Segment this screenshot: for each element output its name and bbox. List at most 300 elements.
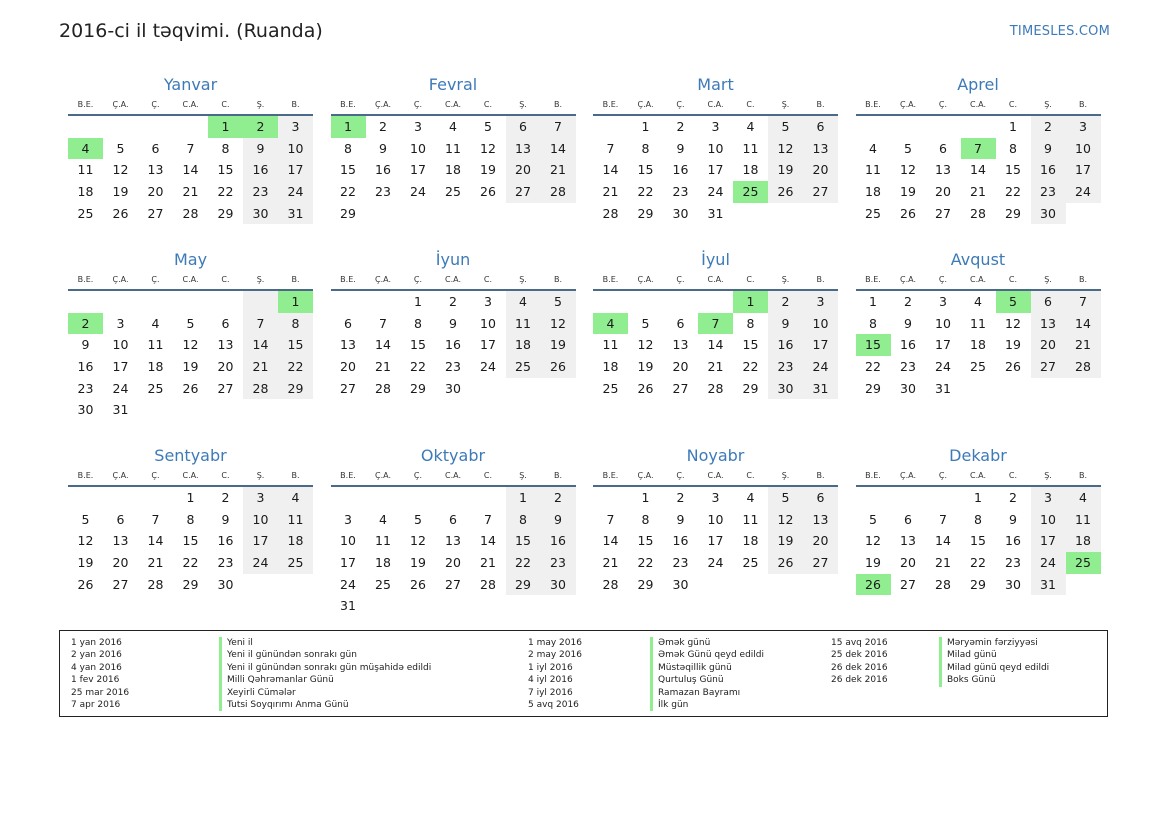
empty-day — [173, 291, 208, 313]
day-cell: 5 — [541, 291, 576, 313]
day-cell: 25 — [445, 184, 461, 200]
holiday-name: Milad günü — [939, 649, 997, 661]
weekday-label: C. — [221, 100, 230, 109]
weekday-label: Ç.A. — [112, 471, 129, 480]
day-cell: 2 — [449, 294, 457, 309]
day-cell: 21 — [243, 356, 278, 378]
day-cell: 30 — [1031, 203, 1066, 225]
day-cell: 23 — [1005, 555, 1021, 571]
day-cell: 2 — [541, 487, 576, 509]
holiday-date: 7 iyl 2016 — [528, 687, 573, 698]
day-cell: 8 — [278, 313, 313, 335]
day-cell: 19 — [410, 555, 426, 571]
day-cell: 4 — [278, 487, 313, 509]
weekday-header — [593, 467, 838, 487]
day-cell: 1 — [208, 116, 243, 138]
day-cell: 15 — [278, 334, 313, 356]
day-cell: 11 — [77, 162, 94, 178]
weekday-label: Ş. — [1044, 100, 1052, 109]
day-cell: 3 — [711, 490, 720, 505]
holiday-date: 1 yan 2016 — [71, 638, 122, 648]
weekday-label: Ş. — [256, 275, 265, 284]
weekday-label: Ç.A. — [374, 471, 391, 480]
day-cell: 2 — [1031, 116, 1066, 138]
day-cell: 4 — [1066, 487, 1101, 509]
month-name: Oktyabr — [420, 446, 486, 465]
weekday-label: Ş. — [781, 275, 790, 284]
day-cell: 28 — [707, 380, 724, 396]
weekday-label: C. — [483, 275, 493, 284]
holiday-name: Məryəmin fərziyyəsi — [939, 637, 1038, 649]
day-cell: 5 — [768, 487, 803, 509]
day-cell: 6 — [1031, 291, 1066, 313]
weekday-label: C.A. — [182, 100, 199, 109]
holiday-date: 25 dek 2016 — [831, 650, 888, 661]
day-cell: 20 — [340, 359, 356, 375]
day-cell: 18 — [742, 533, 759, 549]
day-cell: 30 — [900, 380, 916, 396]
day-cell: 3 — [344, 511, 352, 527]
day-cell: 10 — [707, 140, 724, 156]
day-cell: 11 — [147, 337, 164, 353]
day-cell: 16 — [900, 337, 916, 353]
weekday-label: C. — [483, 100, 493, 109]
weekday-label: B.E. — [77, 100, 94, 109]
month-calendar — [593, 445, 838, 640]
holiday-row — [528, 674, 764, 686]
month-calendar — [856, 249, 1101, 445]
day-cell: 23 — [541, 552, 576, 574]
day-cell: 13 — [1031, 313, 1066, 335]
day-cell: 28 — [935, 576, 951, 592]
day-cell: 25 — [970, 359, 986, 375]
weekday-label: B.E. — [340, 471, 356, 480]
month-name: Noyabr — [686, 446, 745, 465]
day-cell: 25 — [1066, 552, 1101, 574]
day-cell: 13 — [506, 138, 541, 160]
day-cell: 13 — [803, 138, 838, 160]
day-cell: 3 — [711, 119, 720, 134]
holiday-name: Milad günü qeyd edildi — [939, 662, 1049, 674]
day-cell: 11 — [742, 140, 759, 156]
weekday-label: B. — [291, 100, 300, 109]
weekday-header — [856, 467, 1101, 487]
day-cell: 6 — [803, 116, 838, 138]
day-cell: 12 — [768, 138, 803, 160]
day-cell: 11 — [375, 533, 391, 549]
day-cell: 19 — [865, 555, 881, 571]
day-cell: 24 — [707, 555, 724, 571]
day-cell: 22 — [410, 359, 426, 375]
weekday-label: C.A. — [707, 471, 724, 480]
weekday-label: B.E. — [77, 471, 94, 480]
day-cell: 9 — [676, 511, 685, 527]
day-cell: 2 — [1009, 490, 1017, 505]
day-cell: 6 — [449, 511, 457, 527]
day-cell: 18 — [970, 337, 986, 353]
day-cell: 30 — [217, 576, 234, 592]
day-cell: 31 — [803, 378, 838, 400]
day-cell: 11 — [602, 337, 619, 353]
day-cell: 4 — [746, 490, 755, 505]
holiday-name: Əmək Günü qeyd edildi — [650, 649, 764, 661]
weekday-label: B.E. — [340, 100, 356, 109]
day-cell: 24 — [707, 184, 724, 200]
day-cell: 15 — [970, 533, 986, 549]
day-cell: 28 — [602, 205, 619, 221]
day-cell: 18 — [742, 162, 759, 178]
day-cell: 7 — [484, 511, 492, 527]
weekday-label: B.E. — [602, 471, 619, 480]
weekday-label: B. — [291, 275, 300, 284]
weekday-label: B. — [816, 471, 825, 480]
day-cell: 10 — [803, 313, 838, 335]
page-title: 2016-ci il təqvimi. (Ruanda) — [59, 20, 323, 42]
day-cell: 3 — [1031, 487, 1066, 509]
holiday-column — [71, 637, 431, 711]
day-cell: 25 — [147, 380, 164, 396]
day-cell: 4 — [593, 313, 628, 335]
weekday-label: B.E. — [77, 275, 94, 284]
holiday-name: Boks Günü — [939, 674, 996, 686]
holiday-name: Ramazan Bayramı — [650, 687, 740, 699]
day-cell: 3 — [414, 119, 422, 134]
day-cell: 30 — [768, 378, 803, 400]
holiday-name: Yeni il günündən sonrakı gün — [219, 649, 357, 661]
weekday-label: B.E. — [340, 275, 356, 284]
day-cell: 25 — [865, 205, 881, 221]
month-calendar — [593, 249, 838, 445]
day-cell: 10 — [480, 315, 496, 331]
weekday-label: B.E. — [865, 275, 881, 284]
weekday-label: Ş. — [1044, 275, 1052, 284]
day-cell: 19 — [637, 359, 654, 375]
day-cell: 24 — [1031, 552, 1066, 574]
day-cell: 16 — [77, 359, 94, 375]
day-cell: 21 — [182, 184, 199, 200]
weekday-header — [856, 271, 1101, 291]
weekday-label: Ç. — [151, 100, 160, 109]
day-cell: 14 — [147, 533, 164, 549]
holiday-date: 1 fev 2016 — [71, 675, 120, 686]
day-cell: 27 — [935, 205, 951, 221]
empty-day — [243, 291, 278, 313]
empty-day — [366, 291, 401, 313]
day-cell: 20 — [803, 530, 838, 552]
day-cell: 10 — [112, 337, 129, 353]
day-cell: 19 — [77, 555, 94, 571]
day-cell: 27 — [217, 380, 234, 396]
day-cell: 18 — [77, 184, 94, 200]
weekday-header — [856, 96, 1101, 116]
day-cell: 26 — [182, 380, 199, 396]
day-cell: 22 — [970, 555, 986, 571]
month-calendar — [68, 249, 313, 445]
day-cell: 29 — [637, 576, 654, 592]
holiday-date: 1 iyl 2016 — [528, 662, 573, 673]
day-cell: 15 — [506, 530, 541, 552]
day-cell: 24 — [803, 356, 838, 378]
empty-day — [593, 291, 628, 313]
day-cell: 18 — [375, 555, 391, 571]
day-cell: 23 — [445, 359, 461, 375]
day-cell: 21 — [970, 184, 986, 200]
day-cell: 20 — [803, 159, 838, 181]
holiday-row — [71, 637, 431, 649]
day-cell: 2 — [379, 119, 387, 134]
day-cell: 17 — [340, 555, 356, 571]
day-cell: 11 — [506, 313, 541, 335]
empty-day — [173, 116, 208, 138]
day-cell: 26 — [410, 576, 426, 592]
weekday-label: C. — [221, 471, 230, 480]
holiday-date: 5 avq 2016 — [528, 699, 579, 710]
day-cell: 15 — [217, 162, 234, 178]
day-cell: 13 — [112, 533, 129, 549]
day-cell: 23 — [768, 356, 803, 378]
day-cell: 15 — [1005, 162, 1021, 178]
weekday-label: Ç. — [413, 471, 423, 480]
day-cell: 29 — [410, 380, 426, 396]
day-cell: 11 — [278, 509, 313, 531]
month-name: Mart — [697, 75, 734, 94]
day-cell: 2 — [676, 490, 685, 505]
day-cell: 19 — [768, 159, 803, 181]
weekday-label: Ç.A. — [637, 100, 654, 109]
day-cell: 24 — [340, 576, 356, 592]
day-cell: 9 — [904, 315, 912, 331]
weekday-label: C.A. — [182, 471, 199, 480]
day-cell: 14 — [375, 337, 391, 353]
holiday-row — [831, 637, 1049, 649]
day-cell: 29 — [865, 380, 881, 396]
day-cell: 16 — [243, 159, 278, 181]
day-cell: 22 — [182, 555, 199, 571]
weekday-header — [68, 467, 313, 487]
day-cell: 7 — [939, 511, 947, 527]
day-cell: 21 — [480, 555, 496, 571]
day-cell: 24 — [935, 359, 951, 375]
day-cell: 9 — [1009, 511, 1017, 527]
day-cell: 22 — [506, 552, 541, 574]
day-cell: 21 — [602, 555, 619, 571]
weekday-header — [331, 467, 576, 487]
weekday-label: B. — [553, 100, 563, 109]
day-cell: 9 — [541, 509, 576, 531]
day-cell: 18 — [1066, 530, 1101, 552]
empty-day — [436, 487, 471, 509]
weekday-label: Ş. — [781, 471, 790, 480]
day-cell: 2 — [676, 119, 685, 134]
day-cell: 1 — [1009, 119, 1017, 134]
day-cell: 29 — [970, 576, 986, 592]
day-cell: 11 — [1066, 509, 1101, 531]
day-cell: 3 — [278, 116, 313, 138]
day-cell: 31 — [707, 205, 724, 221]
day-cell: 3 — [116, 315, 125, 331]
day-cell: 21 — [541, 159, 576, 181]
holiday-row — [831, 674, 1049, 686]
day-cell: 1 — [641, 490, 650, 505]
day-cell: 12 — [77, 533, 94, 549]
day-cell: 11 — [742, 511, 759, 527]
empty-day — [68, 487, 103, 509]
day-cell: 26 — [856, 574, 891, 596]
day-cell: 26 — [541, 356, 576, 378]
day-cell: 18 — [278, 530, 313, 552]
weekday-header — [593, 271, 838, 291]
day-cell: 13 — [803, 509, 838, 531]
day-cell: 28 — [480, 576, 496, 592]
day-cell: 12 — [182, 337, 199, 353]
day-cell: 16 — [375, 162, 391, 178]
empty-day — [138, 116, 173, 138]
day-cell: 12 — [1005, 315, 1021, 331]
day-cell: 26 — [112, 205, 129, 221]
holiday-date: 4 iyl 2016 — [528, 675, 573, 686]
day-cell: 5 — [484, 119, 492, 134]
day-cell: 8 — [974, 511, 982, 527]
day-cell: 28 — [541, 181, 576, 203]
day-cell: 9 — [81, 337, 90, 353]
weekday-label: Ç. — [676, 471, 685, 480]
weekday-label: Ç.A. — [637, 471, 654, 480]
day-cell: 16 — [768, 334, 803, 356]
day-cell: 5 — [414, 511, 422, 527]
day-cell: 7 — [379, 315, 387, 331]
day-cell: 19 — [900, 184, 916, 200]
weekday-label: B. — [291, 471, 300, 480]
day-cell: 6 — [803, 487, 838, 509]
day-cell: 8 — [506, 509, 541, 531]
day-cell: 24 — [410, 184, 426, 200]
holiday-name: Yeni il günündən sonrakı gün müşahidə edildi — [219, 662, 431, 674]
day-cell: 13 — [217, 337, 234, 353]
holiday-row — [528, 699, 764, 711]
day-cell: 26 — [768, 181, 803, 203]
month-calendar — [331, 74, 576, 249]
day-cell: 4 — [151, 315, 160, 331]
weekday-label: C.A. — [969, 100, 986, 109]
weekday-label: Ç. — [938, 100, 948, 109]
day-cell: 21 — [707, 359, 724, 375]
day-cell: 13 — [445, 533, 461, 549]
empty-day — [103, 116, 138, 138]
day-cell: 28 — [1066, 356, 1101, 378]
day-cell: 29 — [742, 380, 759, 396]
day-cell: 10 — [410, 140, 426, 156]
day-cell: 16 — [672, 533, 689, 549]
day-cell: 16 — [217, 533, 234, 549]
weekday-label: Ç. — [938, 275, 948, 284]
day-cell: 20 — [935, 184, 951, 200]
day-cell: 20 — [506, 159, 541, 181]
day-cell: 29 — [340, 205, 356, 221]
day-cell: 12 — [900, 162, 916, 178]
weekday-label: B.E. — [602, 100, 619, 109]
day-cell: 14 — [243, 334, 278, 356]
day-cell: 9 — [676, 140, 685, 156]
day-cell: 7 — [698, 313, 733, 335]
day-cell: 22 — [217, 184, 234, 200]
day-cell: 15 — [637, 533, 654, 549]
day-cell: 27 — [672, 380, 689, 396]
empty-day — [593, 116, 628, 138]
weekday-label: C.A. — [969, 275, 986, 284]
day-cell: 18 — [865, 184, 881, 200]
day-cell: 6 — [904, 511, 912, 527]
weekday-label: Ş. — [1044, 471, 1052, 480]
day-cell: 17 — [480, 337, 496, 353]
day-cell: 18 — [506, 334, 541, 356]
day-cell: 25 — [733, 181, 768, 203]
day-cell: 11 — [970, 315, 986, 331]
weekday-label: C. — [1008, 471, 1018, 480]
day-cell: 27 — [506, 181, 541, 203]
day-cell: 4 — [449, 119, 457, 134]
holiday-date: 2 may 2016 — [528, 650, 582, 661]
site-link[interactable]: TIMESLES.COM — [1009, 24, 1110, 39]
day-cell: 1 — [869, 294, 877, 309]
holiday-row — [528, 687, 764, 699]
day-cell: 5 — [641, 315, 650, 331]
day-cell: 20 — [147, 184, 164, 200]
month-calendar — [331, 445, 576, 640]
holiday-name: Qurtuluş Günü — [650, 674, 724, 686]
holiday-row — [71, 699, 431, 711]
day-cell: 7 — [606, 140, 615, 156]
day-cell: 29 — [217, 205, 234, 221]
day-cell: 19 — [768, 530, 803, 552]
day-cell: 17 — [410, 162, 426, 178]
day-cell: 27 — [340, 380, 356, 396]
month-name: May — [173, 250, 208, 269]
days-grid — [68, 291, 313, 421]
weekday-label: B. — [1078, 275, 1088, 284]
day-cell: 18 — [147, 359, 164, 375]
day-cell: 8 — [746, 315, 755, 331]
day-cell: 19 — [1005, 337, 1021, 353]
holiday-row — [831, 649, 1049, 661]
day-cell: 3 — [243, 487, 278, 509]
month-calendar — [856, 445, 1101, 640]
holiday-row — [528, 662, 764, 674]
weekday-label: C. — [746, 471, 755, 480]
day-cell: 14 — [182, 162, 199, 178]
day-cell: 10 — [340, 533, 356, 549]
day-cell: 10 — [935, 315, 951, 331]
empty-day — [926, 487, 961, 509]
day-cell: 27 — [445, 576, 461, 592]
empty-day — [698, 291, 733, 313]
empty-day — [856, 116, 891, 138]
day-cell: 20 — [445, 555, 461, 571]
day-cell: 31 — [935, 380, 951, 396]
day-cell: 23 — [672, 555, 689, 571]
day-cell: 27 — [112, 576, 129, 592]
holiday-row — [71, 687, 431, 699]
day-cell: 21 — [935, 555, 951, 571]
days-grid — [331, 116, 576, 224]
weekday-label: Ç. — [151, 471, 160, 480]
day-cell: 27 — [147, 205, 164, 221]
day-cell: 14 — [970, 162, 986, 178]
empty-day — [103, 291, 138, 313]
day-cell: 9 — [221, 511, 230, 527]
holiday-date: 4 yan 2016 — [71, 662, 122, 673]
empty-day — [138, 291, 173, 313]
day-cell: 31 — [1031, 574, 1066, 596]
